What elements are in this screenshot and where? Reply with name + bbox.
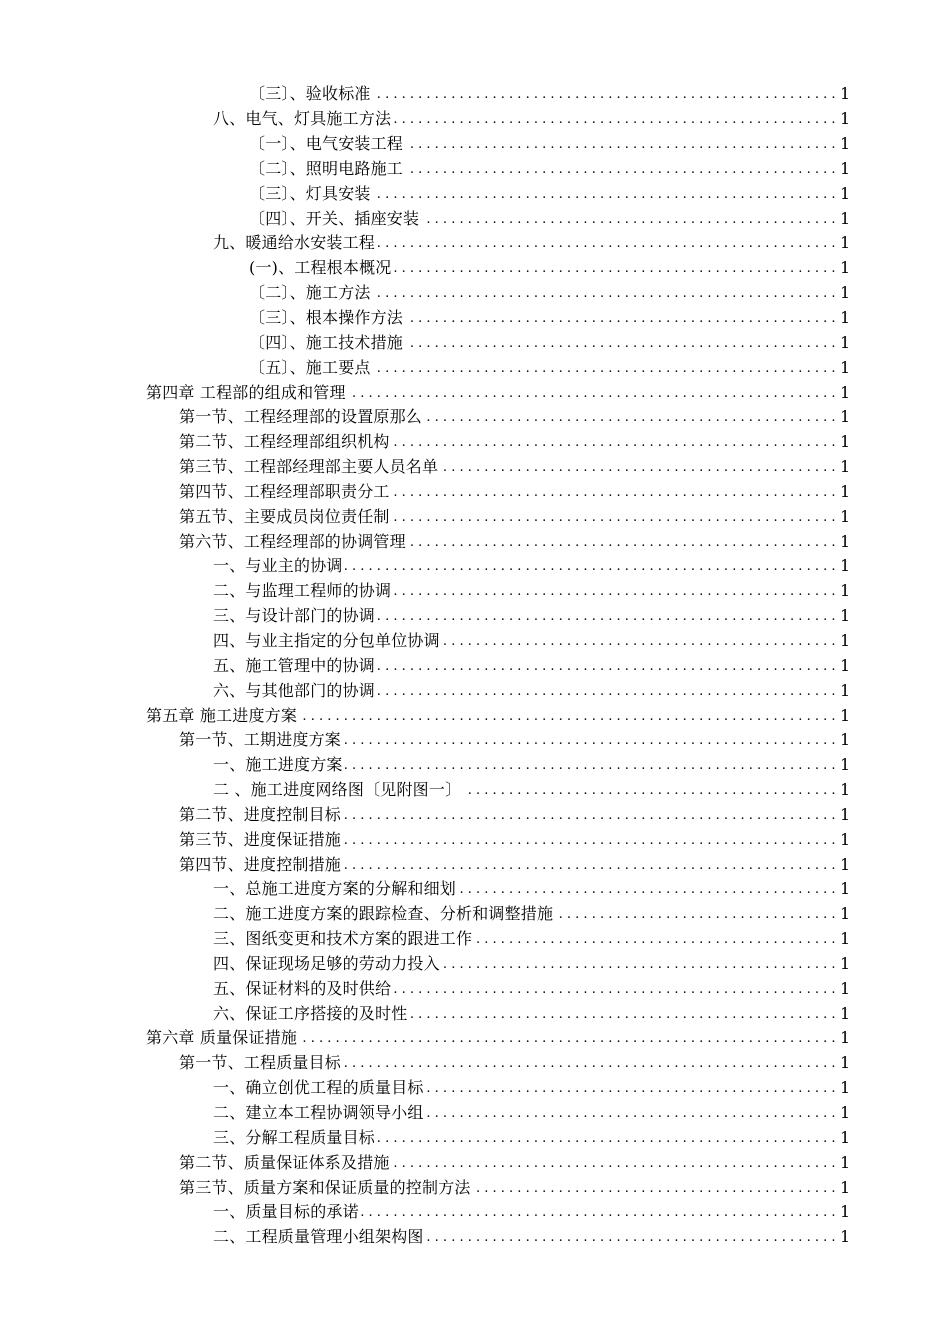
toc-entry-title: 六、保证工序搭接的及时性 [213, 1003, 408, 1023]
toc-dot-leader [555, 906, 836, 922]
toc-entry-title: 五、施工管理中的协调 [213, 655, 376, 675]
toc-dot-leader [426, 1229, 836, 1245]
toc-entry[interactable] [179, 529, 950, 554]
toc-dot-leader [377, 683, 836, 699]
toc-entry[interactable] [213, 1225, 950, 1250]
toc-page-number: 1 [840, 258, 851, 278]
toc-dot-leader [426, 1080, 836, 1096]
toc-dot-leader [361, 1204, 836, 1220]
toc-page-number: 1 [840, 457, 851, 477]
toc-dot-leader [405, 310, 836, 326]
toc-entry[interactable] [249, 281, 950, 306]
toc-page-number: 1 [840, 158, 851, 178]
toc-page-number: 1 [840, 183, 851, 203]
toc-page-number: 1 [840, 929, 851, 949]
toc-page-number: 1 [840, 630, 851, 650]
toc-entry[interactable] [213, 107, 950, 132]
toc-page-number: 1 [840, 1152, 851, 1172]
toc-dot-leader [373, 285, 836, 301]
toc-page-number: 1 [840, 854, 851, 874]
toc-entry-title: 三、分解工程质量目标 [213, 1127, 376, 1147]
toc-page-number: 1 [840, 829, 851, 849]
toc-entry[interactable] [249, 181, 950, 206]
toc-dot-leader [343, 832, 836, 848]
toc-page-number: 1 [840, 357, 851, 377]
toc-dot-leader [405, 161, 836, 177]
toc-entry[interactable] [213, 231, 950, 256]
toc-page-number: 1 [840, 109, 851, 129]
toc-page-number: 1 [840, 531, 851, 551]
toc-dot-leader [408, 534, 836, 550]
toc-entry-title: 二、与监理工程师的协调 [213, 581, 392, 601]
toc-dot-leader [373, 86, 836, 102]
toc-entry[interactable] [179, 827, 950, 852]
toc-entry-title: 二、建立本工程协调领导小组 [213, 1103, 424, 1123]
toc-entry[interactable] [179, 1175, 950, 1200]
toc-entry-title: 〔五〕、施工要点 [249, 357, 371, 377]
toc-entry-title: 第一节、工程质量目标 [179, 1053, 342, 1073]
toc-page-number: 1 [840, 84, 851, 104]
toc-dot-leader [392, 484, 836, 500]
toc-entry[interactable] [179, 504, 950, 529]
toc-entry[interactable] [249, 355, 950, 380]
toc-dot-leader [458, 881, 836, 897]
toc-entry-title: 一、总施工进度方案的分解和细划 [213, 879, 457, 899]
toc-entry-title: 一、与业主的协调 [213, 556, 343, 576]
toc-page-number: 1 [840, 1003, 851, 1023]
toc-dot-leader [405, 136, 836, 152]
toc-page-number: 1 [840, 283, 851, 303]
toc-entry-title: 五、保证材料的及时供给 [213, 978, 392, 998]
toc-dot-leader [473, 1180, 836, 1196]
toc-dot-leader [345, 558, 836, 574]
toc-dot-leader [343, 732, 836, 748]
toc-entry[interactable] [179, 852, 950, 877]
toc-entry[interactable] [213, 753, 950, 778]
toc-dot-leader [299, 1030, 836, 1046]
toc-entry-title: 第四章 工程部的组成和管理 [146, 382, 346, 402]
toc-entry[interactable] [213, 1125, 950, 1150]
toc-entry-title: 第三节、工程部经理部主要人员名单 [179, 457, 439, 477]
toc-entry[interactable] [213, 1076, 950, 1101]
toc-entry[interactable] [213, 976, 950, 1001]
toc-entry-title: 〔三〕、根本操作方法 [249, 308, 404, 328]
toc-entry-title: 二、工程质量管理小组架构图 [213, 1227, 424, 1247]
toc-page-number: 1 [840, 730, 851, 750]
toc-dot-leader [405, 335, 836, 351]
toc-entry-title: 〔二〕、施工方法 [249, 283, 371, 303]
toc-entry[interactable] [213, 927, 950, 952]
toc-page-number: 1 [840, 1202, 851, 1222]
toc-dot-leader [343, 857, 836, 873]
toc-page-number: 1 [840, 308, 851, 328]
toc-entry[interactable] [249, 132, 950, 157]
toc-page-number: 1 [840, 134, 851, 154]
toc-dot-leader [345, 757, 836, 773]
toc-entry-title: 三、与设计部门的协调 [213, 606, 376, 626]
toc-page-number: 1 [840, 1103, 851, 1123]
toc-entry-title: 六、与其他部门的协调 [213, 680, 376, 700]
toc-entry[interactable] [179, 480, 950, 505]
toc-dot-leader [393, 111, 836, 127]
toc-entry-title: 四、保证现场足够的劳动力投入 [213, 953, 440, 973]
toc-page-number: 1 [840, 1053, 851, 1073]
toc-dot-leader [392, 1155, 836, 1171]
toc-entry-title: 〔一〕、电气安装工程 [249, 134, 404, 154]
toc-page-number: 1 [840, 780, 851, 800]
toc-page-number: 1 [840, 879, 851, 899]
toc-dot-leader [377, 235, 836, 251]
toc-entry[interactable] [249, 157, 950, 182]
toc-entry-title: 第二节、质量保证体系及措施 [179, 1152, 390, 1172]
toc-page-number: 1 [840, 506, 851, 526]
toc-entry-title: 〔四〕、开关、插座安装 [249, 208, 420, 228]
toc-page-number: 1 [840, 581, 851, 601]
toc-entry[interactable] [179, 1150, 950, 1175]
toc-entry-title: 第二节、工程经理部组织机构 [179, 432, 390, 452]
toc-entry[interactable] [213, 629, 950, 654]
toc-dot-leader [463, 782, 836, 798]
toc-dot-leader [348, 385, 836, 401]
toc-entry[interactable] [179, 455, 950, 480]
toc-dot-leader [392, 509, 836, 525]
toc-page-number: 1 [840, 606, 851, 626]
toc-entry-title: 一、施工进度方案 [213, 755, 343, 775]
toc-entry[interactable] [249, 82, 950, 107]
toc-page-number: 1 [840, 655, 851, 675]
toc-entry[interactable] [213, 1200, 950, 1225]
toc-entry[interactable] [213, 952, 950, 977]
toc-entry-title: (一)、工程根本概况 [249, 258, 392, 278]
toc-entry-title: 第六章 质量保证措施 [146, 1028, 298, 1048]
toc-entry-title: 一、确立创优工程的质量目标 [213, 1078, 424, 1098]
toc-entry-title: 八、电气、灯具施工方法 [213, 109, 392, 129]
toc-entry-title: 第三节、进度保证措施 [179, 829, 342, 849]
toc-entry[interactable] [213, 1001, 950, 1026]
toc-entry[interactable] [249, 306, 950, 331]
toc-page-number: 1 [840, 1028, 851, 1048]
toc-dot-leader [440, 459, 836, 475]
toc-page-number: 1 [840, 705, 851, 725]
toc-entry[interactable] [213, 554, 950, 579]
toc-dot-leader [393, 583, 836, 599]
toc-dot-leader [377, 658, 836, 674]
toc-dot-leader [343, 807, 836, 823]
toc-entry[interactable] [213, 902, 950, 927]
toc-entry-title: 第二节、进度控制目标 [179, 804, 342, 824]
toc-page-number: 1 [840, 407, 851, 427]
toc-entry-title: 三、图纸变更和技术方案的跟进工作 [213, 929, 473, 949]
toc-page-number: 1 [840, 1127, 851, 1147]
toc-entry[interactable] [213, 1101, 950, 1126]
toc-entry-title: 四、与业主指定的分包单位协调 [213, 630, 440, 650]
toc-dot-leader [409, 1006, 836, 1022]
toc-dot-leader [392, 434, 836, 450]
toc-entry[interactable] [213, 653, 950, 678]
toc-entry[interactable] [213, 778, 950, 803]
toc-page-number: 1 [840, 1177, 851, 1197]
toc-page-number: 1 [840, 1227, 851, 1247]
toc-entry[interactable] [213, 579, 950, 604]
toc-entry-title: 〔二〕、照明电路施工 [249, 158, 404, 178]
toc-entry[interactable] [179, 728, 950, 753]
toc-dot-leader [424, 409, 836, 425]
toc-dot-leader [343, 1055, 836, 1071]
toc-entry-title: 二 、施工进度网络图〔见附图一〕 [213, 780, 462, 800]
toc-entry-title: 第六节、工程经理部的协调管理 [179, 531, 406, 551]
toc-page-number: 1 [840, 432, 851, 452]
toc-page-number: 1 [840, 332, 851, 352]
toc-entry-title: 第五节、主要成员岗位责任制 [179, 506, 390, 526]
toc-entry-title: 第五章 施工进度方案 [146, 705, 298, 725]
toc-entry[interactable] [179, 430, 950, 455]
toc-page-number: 1 [840, 904, 851, 924]
toc-entry-title: 第一节、工期进度方案 [179, 730, 342, 750]
toc-entry-title: 第四节、进度控制措施 [179, 854, 342, 874]
toc-entry-title: 第一节、工程经理部的设置原那么 [179, 407, 423, 427]
toc-entry-title: 〔四〕、施工技术措施 [249, 332, 404, 352]
toc-page-number: 1 [840, 804, 851, 824]
toc-page-number: 1 [840, 382, 851, 402]
toc-entry-title: 〔三〕、验收标准 [249, 84, 371, 104]
toc-dot-leader [394, 260, 837, 276]
toc-entry[interactable] [249, 256, 950, 281]
toc-dot-leader [377, 608, 836, 624]
toc-entry-title: 二、施工进度方案的跟踪检查、分析和调整措施 [213, 904, 554, 924]
toc-page-number: 1 [840, 680, 851, 700]
table-of-contents [0, 82, 950, 1250]
toc-entry[interactable] [249, 330, 950, 355]
toc-page-number: 1 [840, 1078, 851, 1098]
toc-page-number: 1 [840, 755, 851, 775]
toc-page-number: 1 [840, 208, 851, 228]
toc-entry[interactable] [213, 877, 950, 902]
toc-entry[interactable] [146, 1026, 950, 1051]
toc-page-number: 1 [840, 556, 851, 576]
toc-entry[interactable] [179, 405, 950, 430]
toc-entry[interactable] [249, 206, 950, 231]
toc-entry[interactable] [179, 1051, 950, 1076]
toc-dot-leader [474, 931, 836, 947]
toc-dot-leader [377, 1130, 836, 1146]
toc-page-number: 1 [840, 953, 851, 973]
toc-page-number: 1 [840, 233, 851, 253]
toc-dot-leader [442, 633, 836, 649]
toc-entry[interactable] [179, 802, 950, 827]
toc-entry[interactable] [213, 678, 950, 703]
toc-page-number: 1 [840, 481, 851, 501]
toc-entry[interactable] [146, 380, 950, 405]
toc-dot-leader [421, 211, 836, 227]
toc-entry-title: 第三节、质量方案和保证质量的控制方法 [179, 1177, 471, 1197]
toc-dot-leader [393, 981, 836, 997]
toc-entry-title: 第四节、工程经理部职责分工 [179, 481, 390, 501]
toc-dot-leader [373, 186, 836, 202]
toc-entry-title: 一、质量目标的承诺 [213, 1202, 359, 1222]
toc-entry[interactable] [146, 703, 950, 728]
toc-dot-leader [442, 956, 836, 972]
toc-entry-title: 九、暖通给水安装工程 [213, 233, 376, 253]
toc-dot-leader [373, 360, 836, 376]
toc-dot-leader [426, 1105, 836, 1121]
toc-dot-leader [299, 708, 836, 724]
toc-page-number: 1 [840, 978, 851, 998]
toc-entry[interactable] [213, 604, 950, 629]
toc-entry-title: 〔三〕、灯具安装 [249, 183, 371, 203]
